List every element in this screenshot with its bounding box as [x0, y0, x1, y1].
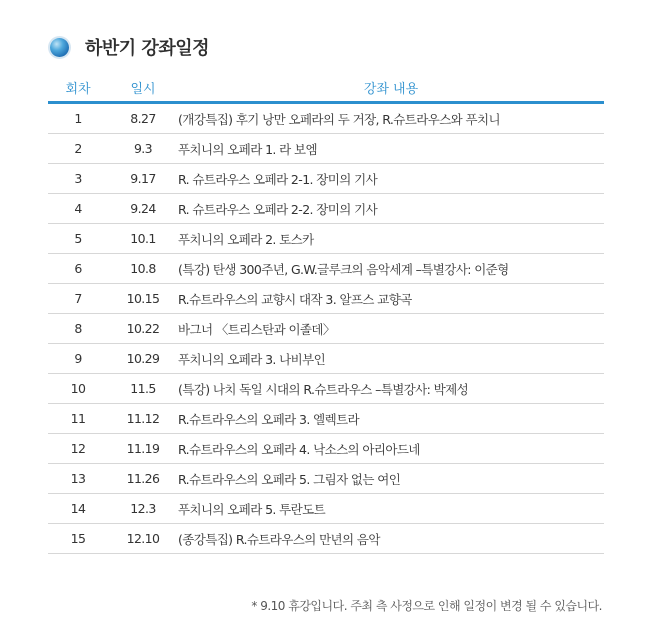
table-row [48, 344, 604, 374]
table-row [48, 404, 604, 434]
table-row [48, 194, 604, 224]
row-content: R.슈트라우스의 오페라 4. 낙소스의 아리아드네 [178, 434, 604, 464]
row-content: (특강) 탄생 300주년, G.W.글루크의 음악세계 –특별강사: 이준형 [178, 254, 604, 284]
header-date: 일시 [108, 76, 178, 103]
row-number: 5 [48, 224, 108, 254]
table-row [48, 164, 604, 194]
page-title: 하반기 강좌일정 [85, 38, 209, 59]
row-content: (개강특집) 후기 낭만 오페라의 두 거장, R.슈트라우스와 푸치니 [178, 103, 604, 134]
row-content: R.슈트라우스의 교향시 대작 3. 알프스 교향곡 [178, 284, 604, 314]
row-date: 11.26 [108, 464, 178, 494]
header-content: 강좌 내용 [178, 76, 604, 103]
table-row [48, 134, 604, 164]
row-date: 10.1 [108, 224, 178, 254]
table-row [48, 494, 604, 524]
table-header-row [48, 76, 604, 103]
table-row [48, 464, 604, 494]
row-number: 7 [48, 284, 108, 314]
row-number: 6 [48, 254, 108, 284]
row-number: 10 [48, 374, 108, 404]
table-row [48, 314, 604, 344]
row-content: 푸치니의 오페라 5. 투란도트 [178, 494, 604, 524]
row-content: 푸치니의 오페라 1. 라 보엠 [178, 134, 604, 164]
row-number: 15 [48, 524, 108, 554]
table-row [48, 284, 604, 314]
row-number: 3 [48, 164, 108, 194]
row-date: 11.12 [108, 404, 178, 434]
row-date: 12.10 [108, 524, 178, 554]
row-content: 푸치니의 오페라 3. 나비부인 [178, 344, 604, 374]
row-date: 9.17 [108, 164, 178, 194]
row-date: 10.22 [108, 314, 178, 344]
schedule-table [48, 76, 604, 554]
row-date: 9.3 [108, 134, 178, 164]
row-number: 9 [48, 344, 108, 374]
row-number: 13 [48, 464, 108, 494]
row-number: 11 [48, 404, 108, 434]
row-content: (특강) 나치 독일 시대의 R.슈트라우스 –특별강사: 박제성 [178, 374, 604, 404]
row-content: 바그너 〈트리스탄과 이졸데〉 [178, 314, 604, 344]
row-date: 10.15 [108, 284, 178, 314]
table-row [48, 254, 604, 284]
schedule-footnote: * 9.10 휴강입니다. 주최 측 사정으로 인해 일정이 변경 될 수 있습니다. [251, 599, 602, 613]
table-row [48, 434, 604, 464]
row-date: 8.27 [108, 103, 178, 134]
row-number: 14 [48, 494, 108, 524]
row-content: 푸치니의 오페라 2. 토스카 [178, 224, 604, 254]
row-number: 1 [48, 103, 108, 134]
header-number: 회차 [48, 76, 108, 103]
row-content: (종강특집) R.슈트라우스의 만년의 음악 [178, 524, 604, 554]
row-number: 8 [48, 314, 108, 344]
row-date: 11.5 [108, 374, 178, 404]
row-number: 12 [48, 434, 108, 464]
row-content: R. 슈트라우스 오페라 2-2. 장미의 기사 [178, 194, 604, 224]
row-content: R.슈트라우스의 오페라 3. 엘렉트라 [178, 404, 604, 434]
section-header [50, 32, 209, 62]
row-number: 2 [48, 134, 108, 164]
row-content: R.슈트라우스의 오페라 5. 그림자 없는 여인 [178, 464, 604, 494]
row-date: 11.19 [108, 434, 178, 464]
blue-bullet-icon [50, 38, 69, 57]
table-row [48, 374, 604, 404]
row-date: 12.3 [108, 494, 178, 524]
table-row [48, 524, 604, 554]
row-date: 10.8 [108, 254, 178, 284]
row-date: 9.24 [108, 194, 178, 224]
row-content: R. 슈트라우스 오페라 2-1. 장미의 기사 [178, 164, 604, 194]
row-date: 10.29 [108, 344, 178, 374]
table-row [48, 103, 604, 134]
table-row [48, 224, 604, 254]
row-number: 4 [48, 194, 108, 224]
